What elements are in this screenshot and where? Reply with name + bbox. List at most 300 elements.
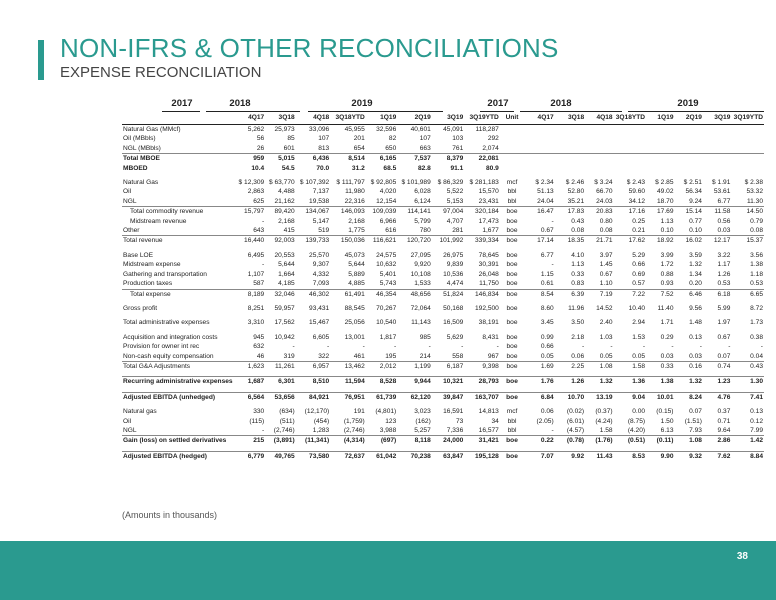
value-cell: 22,316 — [344, 197, 365, 205]
value-cell — [585, 164, 613, 173]
table-row — [122, 217, 764, 226]
value-cell: 654 — [353, 144, 365, 152]
value-cell: (4.20) — [627, 426, 646, 434]
value-cell: - — [428, 343, 431, 351]
value-cell: 0.05 — [599, 352, 613, 360]
value-cell: 107 — [318, 135, 330, 143]
unit-cell: boe — [506, 343, 518, 351]
value-cell: 1.69 — [524, 361, 554, 371]
value-cell: $ 3.24 — [594, 179, 613, 187]
value-cell: 195,128 — [464, 451, 500, 461]
table-row — [122, 187, 764, 196]
value-cell: 5.99 — [717, 304, 731, 312]
value-cell: 8,118 — [397, 436, 432, 446]
value-cell: 10.01 — [646, 392, 674, 402]
value-cell: 7.52 — [646, 289, 674, 299]
unit-cell: boe — [500, 392, 524, 402]
value-cell: 116,621 — [366, 236, 397, 246]
value-cell — [585, 125, 613, 135]
value-cell: 0.53 — [750, 280, 763, 288]
row-label: Base LOE — [123, 251, 154, 259]
value-cell: 53.32 — [746, 188, 763, 196]
value-cell: 5,401 — [379, 270, 397, 278]
value-cell — [675, 134, 703, 143]
table-row — [122, 207, 764, 217]
value-cell: 1.38 — [750, 261, 763, 269]
value-cell: 0.88 — [660, 270, 674, 278]
unit-cell: boe — [506, 352, 518, 360]
value-cell: 0.04 — [750, 352, 763, 360]
row-label: Total administrative expenses — [123, 319, 210, 327]
value-cell: 33,096 — [309, 126, 330, 133]
value-cell: 89,420 — [265, 207, 295, 217]
value-cell: - — [760, 343, 763, 351]
column-header: 2Q19 — [675, 112, 703, 125]
value-cell: 7.07 — [524, 451, 554, 461]
value-cell: 8.24 — [675, 392, 703, 402]
value-cell: 0.66 — [540, 343, 554, 351]
table-row — [122, 426, 764, 436]
value-cell: - — [551, 217, 554, 225]
value-cell: 10,942 — [274, 333, 295, 341]
table-row — [122, 197, 764, 207]
table-row — [122, 125, 764, 135]
value-cell: 38,191 — [478, 319, 499, 327]
value-cell: 192,500 — [474, 304, 499, 312]
value-cell: 0.22 — [524, 436, 554, 446]
value-cell: 5,889 — [348, 270, 365, 278]
value-cell: 6,564 — [234, 392, 265, 402]
value-cell: (162) — [415, 417, 431, 425]
value-cell: 82.8 — [417, 164, 431, 172]
value-cell: 6.18 — [703, 289, 731, 299]
value-cell: 25,570 — [309, 251, 330, 259]
value-cell: 1.73 — [750, 319, 763, 327]
value-cell: 56.34 — [685, 188, 702, 196]
value-cell: 6,605 — [312, 333, 330, 341]
value-cell: 0.00 — [632, 408, 646, 416]
value-cell: 3.99 — [660, 251, 674, 259]
value-cell: (0.15) — [656, 408, 674, 416]
value-cell: 4.76 — [703, 392, 731, 402]
value-cell: 643 — [253, 227, 265, 235]
page-subtitle: EXPENSE RECONCILIATION — [60, 64, 262, 81]
value-cell: 6.77 — [717, 197, 731, 205]
value-cell: 9.56 — [689, 304, 702, 312]
unit-cell: boe — [500, 207, 524, 217]
value-cell: 3.22 — [717, 251, 731, 259]
value-cell: 1.45 — [599, 261, 613, 269]
value-cell: 10,108 — [410, 270, 431, 278]
value-cell: 14.50 — [731, 207, 764, 217]
value-cell: 7.93 — [689, 426, 702, 434]
unit-cell: boe — [500, 451, 524, 461]
value-cell: 1,199 — [397, 361, 432, 371]
value-cell: 632 — [253, 343, 265, 351]
row-label: Non-cash equity compensation — [123, 352, 214, 360]
value-cell: 601 — [283, 144, 295, 152]
value-cell: 72,064 — [410, 304, 431, 312]
row-label: Natural Gas — [123, 179, 159, 187]
value-cell: 30,391 — [478, 261, 499, 269]
value-cell: 17.83 — [555, 207, 585, 217]
value-cell: 8,189 — [234, 289, 265, 299]
value-cell: 6,028 — [414, 188, 431, 196]
value-cell: 0.12 — [750, 417, 763, 425]
value-cell: (511) — [279, 417, 295, 425]
table-row — [122, 436, 764, 446]
value-cell: 0.05 — [540, 352, 554, 360]
expense-reconciliation-table — [122, 112, 764, 461]
row-label: Oil — [123, 188, 132, 196]
value-cell: 19,538 — [309, 197, 330, 205]
value-cell: 51.13 — [537, 188, 554, 196]
value-cell: 0.21 — [632, 227, 646, 235]
value-cell: 3.59 — [689, 251, 702, 259]
table-row — [122, 236, 764, 246]
value-cell — [585, 144, 613, 154]
value-cell: 11.30 — [746, 197, 763, 205]
value-cell: 8.72 — [750, 304, 763, 312]
value-cell: 23,431 — [478, 197, 499, 205]
value-cell: 2,074 — [482, 144, 499, 152]
value-cell: 330 — [253, 408, 265, 416]
value-cell: 32,596 — [376, 126, 397, 133]
table-body — [122, 125, 764, 462]
value-cell: $ 2.85 — [655, 179, 674, 187]
year-underline — [520, 111, 622, 112]
table-row — [122, 304, 764, 313]
value-cell: (1.51) — [684, 417, 702, 425]
value-cell — [731, 134, 764, 143]
value-cell: 320,184 — [464, 207, 500, 217]
value-cell: $ 92,805 — [370, 179, 397, 187]
value-cell: 46 — [256, 352, 265, 360]
value-cell: 5,629 — [446, 333, 464, 341]
value-cell: 27,095 — [410, 251, 431, 259]
value-cell: - — [292, 343, 295, 351]
year-header: 2019 — [677, 98, 699, 109]
value-cell: 8,431 — [482, 333, 499, 341]
value-cell — [524, 164, 554, 173]
value-cell: 8.54 — [524, 289, 554, 299]
value-cell: 1.38 — [646, 377, 674, 387]
value-cell: 53,656 — [265, 392, 295, 402]
value-cell: 10.70 — [555, 392, 585, 402]
value-cell: - — [699, 343, 702, 351]
value-cell: - — [610, 343, 613, 351]
value-cell: 15,570 — [478, 188, 499, 196]
value-cell: 163,707 — [464, 392, 500, 402]
value-cell: 3,023 — [414, 408, 431, 416]
value-cell: 6,165 — [366, 154, 397, 164]
value-cell: 61,042 — [366, 451, 397, 461]
value-cell: 40,601 — [410, 126, 431, 133]
value-cell: 959 — [234, 154, 265, 164]
value-cell: 26,048 — [478, 270, 499, 278]
value-cell: 1,677 — [482, 227, 499, 235]
value-cell: 5,644 — [278, 261, 295, 269]
column-header-row — [122, 112, 764, 125]
value-cell: 6,301 — [265, 377, 295, 387]
value-cell: 0.10 — [689, 227, 702, 235]
value-cell: 0.67 — [599, 270, 613, 278]
value-cell: 59.60 — [628, 188, 646, 196]
value-cell: 10,540 — [376, 319, 397, 327]
value-cell: 967 — [487, 352, 499, 360]
table-row — [122, 144, 764, 154]
value-cell: 9,398 — [464, 361, 500, 371]
value-cell: 0.79 — [750, 217, 763, 225]
value-cell: 7,336 — [446, 426, 464, 434]
unit-cell: boe — [506, 333, 518, 341]
value-cell: 3.97 — [599, 251, 613, 259]
value-cell — [675, 125, 703, 135]
year-underline — [480, 111, 514, 112]
value-cell: 7,137 — [312, 188, 330, 196]
value-cell: 139,733 — [296, 236, 331, 246]
value-cell: $ 1.91 — [712, 179, 731, 187]
table-row — [122, 451, 764, 461]
value-cell: 8.84 — [731, 451, 764, 461]
value-cell: 1.26 — [555, 377, 585, 387]
value-cell — [555, 134, 585, 143]
value-cell: 46,302 — [296, 289, 331, 299]
value-cell: 2,168 — [278, 217, 295, 225]
unit-cell — [500, 144, 524, 154]
table-row — [122, 260, 764, 269]
value-cell: 20,553 — [274, 251, 295, 259]
value-cell: 82 — [388, 135, 397, 143]
value-cell: 15.37 — [731, 236, 764, 246]
value-cell: 21,162 — [274, 197, 295, 205]
value-cell: 9,944 — [397, 377, 432, 387]
value-cell: (454) — [313, 417, 330, 425]
value-cell: 1.58 — [614, 361, 647, 371]
value-cell: $ 86,329 — [437, 179, 464, 187]
value-cell: 18.70 — [657, 197, 674, 205]
value-cell — [703, 154, 731, 164]
value-cell: 28,793 — [464, 377, 500, 387]
reconciliation-table-wrap — [122, 98, 764, 461]
value-cell: 11.40 — [657, 304, 674, 312]
value-cell: 4,474 — [446, 280, 464, 288]
value-cell: 12.17 — [703, 236, 731, 246]
year-underline — [308, 111, 443, 112]
value-cell: 8,514 — [330, 154, 366, 164]
row-label: Recurring administrative expenses — [123, 378, 233, 386]
value-cell — [524, 144, 554, 154]
value-cell: 8.60 — [540, 304, 554, 312]
value-cell: 72,637 — [330, 451, 366, 461]
value-cell: 0.99 — [540, 333, 554, 341]
table-row — [122, 270, 764, 279]
value-cell: $ 2.43 — [626, 179, 646, 187]
value-cell: - — [496, 343, 499, 351]
value-cell: 9,920 — [414, 261, 431, 269]
value-cell: 0.93 — [660, 280, 674, 288]
value-cell: (115) — [249, 417, 265, 425]
value-cell: 73 — [455, 417, 464, 425]
value-cell: 1.32 — [675, 377, 703, 387]
value-cell: $ 2.51 — [683, 179, 702, 187]
value-cell: 66.70 — [596, 188, 613, 196]
unit-cell: boe — [506, 270, 518, 278]
value-cell: - — [262, 217, 265, 225]
value-cell: 7,537 — [397, 154, 432, 164]
value-cell — [555, 144, 585, 154]
value-cell: 17.14 — [524, 236, 554, 246]
value-cell: 118,287 — [475, 126, 499, 133]
value-cell: 49.02 — [657, 188, 674, 196]
value-cell: 650 — [385, 144, 397, 152]
value-cell: 11,594 — [330, 377, 366, 387]
value-cell: 16,577 — [478, 426, 499, 434]
value-cell: 45,091 — [443, 126, 464, 133]
value-cell: 45,073 — [344, 251, 365, 259]
unit-cell: boe — [500, 289, 524, 299]
column-header: 3Q18 — [555, 112, 585, 125]
row-label: Natural gas — [123, 408, 157, 416]
value-cell: 6.39 — [555, 289, 585, 299]
page-number: 38 — [736, 551, 748, 562]
value-cell: 146,093 — [330, 207, 366, 217]
value-cell: 0.56 — [717, 217, 731, 225]
value-cell — [703, 164, 731, 173]
value-cell — [703, 144, 731, 154]
value-cell: 1.42 — [731, 436, 764, 446]
value-cell: 9.90 — [646, 451, 674, 461]
unit-cell — [500, 154, 524, 164]
value-cell: 0.20 — [689, 280, 702, 288]
column-header: 3Q19 — [703, 112, 731, 125]
column-header: 1Q19 — [646, 112, 674, 125]
value-cell: 0.07 — [717, 352, 731, 360]
value-cell: 6,436 — [296, 154, 331, 164]
value-cell: 1,283 — [312, 426, 330, 434]
value-cell: 195 — [385, 352, 397, 360]
row-label: NGL — [123, 426, 137, 434]
value-cell: 68.5 — [383, 164, 397, 172]
value-cell: - — [262, 261, 265, 269]
year-header-row — [122, 98, 764, 112]
value-cell: (0.11) — [646, 436, 674, 446]
value-cell: 1,533 — [414, 280, 431, 288]
value-cell — [646, 125, 674, 135]
column-header: 4Q18 — [296, 112, 331, 125]
value-cell: 5.29 — [632, 251, 646, 259]
value-cell: 191 — [353, 408, 365, 416]
value-cell: 2.86 — [703, 436, 731, 446]
value-cell: 519 — [318, 227, 330, 235]
unit-cell: boe — [506, 217, 518, 225]
value-cell: $ 111,797 — [336, 179, 365, 187]
value-cell: 6,124 — [414, 197, 431, 205]
value-cell: - — [394, 343, 397, 351]
value-cell: 9,307 — [312, 261, 330, 269]
value-cell: 322 — [318, 352, 330, 360]
value-cell: (4.24) — [595, 417, 613, 425]
column-header: 4Q18 — [585, 112, 613, 125]
value-cell: 1.71 — [660, 319, 674, 327]
table-row — [122, 164, 764, 173]
table-row — [122, 407, 764, 416]
value-cell: 5,257 — [414, 426, 431, 434]
value-cell — [646, 144, 674, 154]
value-cell: 10.4 — [251, 164, 265, 172]
value-cell: 1,623 — [234, 361, 265, 371]
value-cell: 1,107 — [247, 270, 265, 278]
value-cell: 97,004 — [432, 207, 465, 217]
value-cell: 17.16 — [614, 207, 647, 217]
value-cell: - — [262, 426, 265, 434]
value-cell: 91.1 — [450, 164, 464, 172]
value-cell — [555, 154, 585, 164]
value-cell: 0.08 — [571, 227, 585, 235]
value-cell — [646, 154, 674, 164]
value-cell: 2.25 — [555, 361, 585, 371]
table-row — [122, 289, 764, 299]
value-cell: 17,473 — [478, 217, 499, 225]
column-header — [122, 112, 234, 125]
value-cell: 15,797 — [234, 207, 265, 217]
value-cell: 663 — [419, 144, 431, 152]
value-cell: 0.74 — [703, 361, 731, 371]
value-cell: 2.40 — [599, 319, 613, 327]
value-cell: $ 281,183 — [469, 179, 499, 187]
value-cell: 6,779 — [234, 451, 265, 461]
row-label: Oil — [123, 417, 132, 425]
value-cell: 15,467 — [309, 319, 330, 327]
value-cell: 1,687 — [234, 377, 265, 387]
value-cell: (0.02) — [566, 408, 585, 416]
value-cell: 2,168 — [348, 217, 365, 225]
table-row — [122, 226, 764, 236]
value-cell: 0.80 — [599, 217, 613, 225]
value-cell: 0.03 — [717, 227, 731, 235]
row-label: NGL — [123, 197, 137, 205]
value-cell: 1.17 — [717, 261, 731, 269]
column-header: 4Q17 — [234, 112, 265, 125]
value-cell: 18.35 — [555, 236, 585, 246]
value-cell: 945 — [253, 333, 265, 341]
value-cell: $ 2.38 — [744, 179, 763, 187]
value-cell: 1.34 — [689, 270, 702, 278]
unit-cell: boe — [506, 251, 518, 259]
value-cell: 11.43 — [585, 451, 613, 461]
value-cell: 49,765 — [265, 451, 295, 461]
unit-cell: boe — [506, 227, 518, 235]
value-cell: 0.71 — [717, 417, 731, 425]
value-cell: 17.69 — [646, 207, 674, 217]
value-cell — [731, 144, 764, 154]
value-cell: (0.51) — [614, 436, 647, 446]
value-cell: 4,885 — [348, 280, 365, 288]
value-cell: 0.67 — [540, 227, 554, 235]
value-cell: 281 — [452, 227, 464, 235]
value-cell: 48,656 — [397, 289, 432, 299]
value-cell: 0.61 — [540, 280, 554, 288]
value-cell: 3.50 — [571, 319, 585, 327]
value-cell: 11.96 — [568, 304, 585, 312]
value-cell: 625 — [253, 197, 265, 205]
value-cell: 0.83 — [571, 280, 585, 288]
value-cell: 4.10 — [571, 251, 585, 259]
value-cell: 56 — [256, 135, 265, 143]
value-cell: 5,153 — [446, 197, 464, 205]
row-label: Gain (loss) on settled derivatives — [122, 436, 234, 446]
value-cell: 5,147 — [312, 217, 330, 225]
